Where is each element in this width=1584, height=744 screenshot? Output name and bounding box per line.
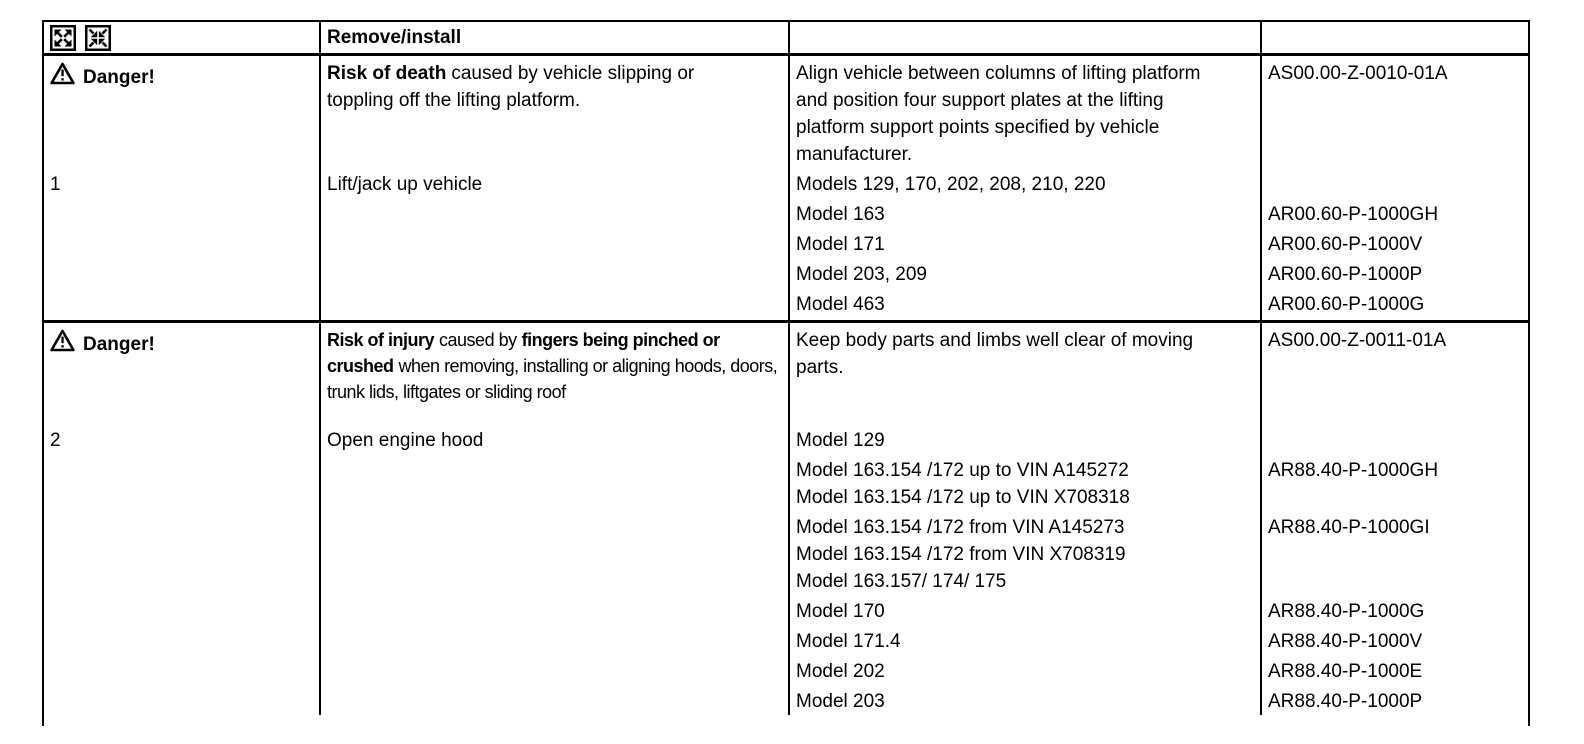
document-code	[1260, 427, 1528, 454]
model-line: Model 203, 209	[788, 260, 1260, 290]
model-line: Model 163.154 /172 from VIN X708319	[796, 544, 1126, 565]
empty-cell	[44, 595, 319, 625]
model-line: Model 171.4	[788, 625, 1260, 655]
header-empty-cell-1	[788, 22, 1260, 53]
model-line: Model 203	[788, 685, 1260, 715]
model-line: Model 170	[788, 595, 1260, 625]
empty-cell	[44, 230, 319, 260]
danger-label: Danger!	[83, 334, 155, 355]
model-line: Model 163.154 /172 up to VIN A145272	[796, 460, 1129, 481]
danger-label-wrap	[50, 327, 313, 360]
document-code[interactable]: AR88.40-P-1000P	[1260, 685, 1528, 715]
document-code[interactable]: AR00.60-P-1000V	[1260, 230, 1528, 260]
empty-cell	[44, 290, 319, 320]
table-header-title: Remove/install	[319, 22, 788, 53]
document-code[interactable]: AR88.40-P-1000G	[1260, 595, 1528, 625]
document-code[interactable]: AR88.40-P-1000E	[1260, 655, 1528, 685]
header-icons-cell	[44, 22, 319, 53]
empty-cell	[44, 200, 319, 230]
warning-text: Risk of death caused by vehicle slipping or toppling off the lifting platform.	[327, 63, 695, 111]
collapse-arrows-icon[interactable]	[85, 25, 111, 51]
danger-cell	[44, 56, 319, 170]
empty-cell	[44, 260, 319, 290]
measure-text: Keep body parts and limbs well clear of moving parts.	[796, 330, 1194, 378]
model-line: Model 463	[788, 290, 1260, 320]
model-line: Model 163.154 /172 from VIN A145273	[796, 517, 1125, 538]
step-number: 1	[50, 174, 61, 195]
empty-cell	[319, 260, 788, 290]
warning-cell	[319, 56, 788, 170]
empty-cell	[44, 655, 319, 685]
model-line: Model 129	[788, 427, 1260, 454]
document-code[interactable]: AS00.00-Z-0011-01A	[1260, 323, 1528, 427]
measure-cell	[788, 56, 1260, 170]
model-line: Model 171	[788, 230, 1260, 260]
danger-label: Danger!	[83, 67, 155, 88]
warning-text: Risk of injury caused by fingers being pinched or crushed when removing, installing or aligning hoods, doors, trunk lids, liftgates or sliding roof	[327, 330, 778, 402]
empty-cell	[319, 230, 788, 260]
document-code[interactable]: AR00.60-P-1000P	[1260, 260, 1528, 290]
warning-cell	[319, 323, 788, 427]
empty-cell	[319, 511, 788, 595]
step-action: Lift/jack up vehicle	[319, 170, 788, 200]
measure-text: Align vehicle between columns of lifting platform and position four support plates at the lifting platform support points specified by vehicle manufacturer.	[796, 63, 1201, 165]
empty-cell	[44, 511, 319, 595]
document-code[interactable]: AR88.40-P-1000GI	[1260, 511, 1528, 595]
empty-cell	[319, 595, 788, 625]
step-action: Open engine hood	[319, 427, 788, 454]
model-group	[788, 454, 1260, 511]
measure-cell	[788, 323, 1260, 427]
empty-cell	[319, 290, 788, 320]
table-header-row	[44, 22, 1528, 56]
header-empty-cell-2	[1260, 22, 1528, 53]
expand-arrows-icon[interactable]	[50, 25, 76, 51]
model-line: Model 163	[788, 200, 1260, 230]
empty-cell	[44, 625, 319, 655]
model-line: Model 202	[788, 655, 1260, 685]
empty-cell	[319, 655, 788, 685]
warning-triangle-icon	[50, 329, 75, 360]
empty-cell	[319, 200, 788, 230]
empty-cell	[319, 685, 788, 715]
empty-cell	[44, 685, 319, 715]
document-code[interactable]: AR88.40-P-1000GH	[1260, 454, 1528, 511]
empty-cell	[44, 454, 319, 511]
procedure-table	[42, 20, 1530, 726]
model-group	[788, 511, 1260, 595]
step-number: 2	[50, 430, 61, 451]
document-code	[1260, 170, 1528, 200]
warning-triangle-icon	[50, 62, 75, 93]
document-code[interactable]: AR00.60-P-1000GH	[1260, 200, 1528, 230]
document-code[interactable]: AR00.60-P-1000G	[1260, 290, 1528, 320]
procedure-row-1	[44, 56, 1528, 320]
document-code[interactable]: AS00.00-Z-0010-01A	[1260, 56, 1528, 170]
danger-cell	[44, 323, 319, 427]
model-line: Model 163.157/ 174/ 175	[796, 571, 1007, 592]
model-line: Model 163.154 /172 up to VIN X708318	[796, 487, 1130, 508]
empty-cell	[319, 454, 788, 511]
empty-cell	[319, 625, 788, 655]
procedure-row-2	[44, 320, 1528, 715]
danger-label-wrap	[50, 60, 313, 93]
document-code[interactable]: AR88.40-P-1000V	[1260, 625, 1528, 655]
model-line: Models 129, 170, 202, 208, 210, 220	[788, 170, 1260, 200]
